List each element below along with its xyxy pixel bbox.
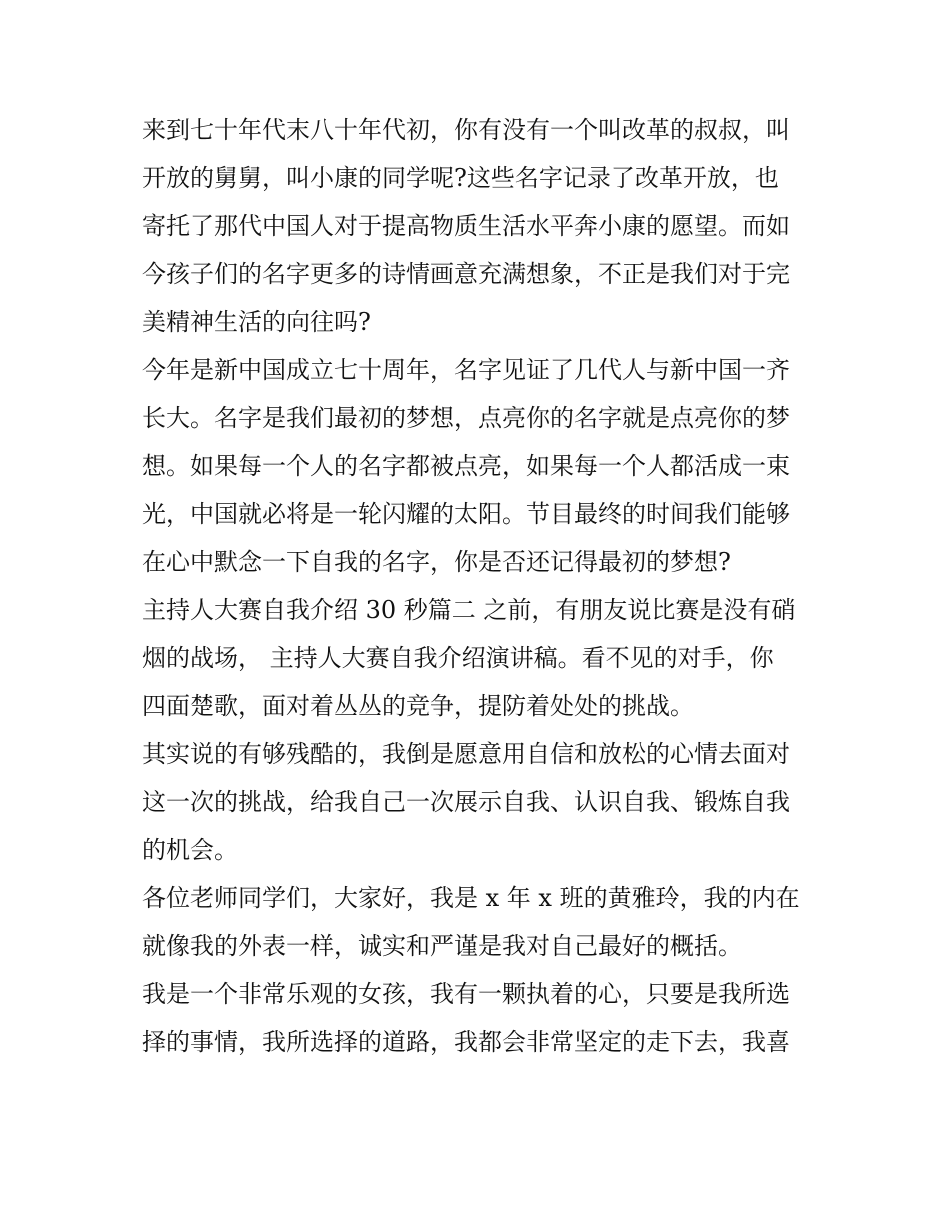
text-line: 今年是新中国成立七十周年，名字见证了几代人与新中国一齐 <box>142 356 790 384</box>
text-line: 的机会。 <box>142 836 238 864</box>
text-line: 美精神生活的向往吗? <box>142 308 371 336</box>
text-line: 开放的舅舅，叫小康的同学呢?这些名字记录了改革开放，也 <box>142 164 779 192</box>
text-line: 寄托了那代中国人对于提高物质生活水平奔小康的愿望。而如 <box>142 212 790 240</box>
text-line: 就像我的外表一样，诚实和严谨是我对自己最好的概括。 <box>142 932 742 960</box>
text-line: 今孩子们的名字更多的诗情画意充满想象，不正是我们对于完 <box>142 260 790 288</box>
text-line: 主持人大赛自我介绍 30 秒篇二 之前，有朋友说比赛是没有硝 <box>142 596 796 624</box>
text-line: 其实说的有够残酷的，我倒是愿意用自信和放松的心情去面对 <box>142 740 790 768</box>
text-line: 在心中默念一下自我的名字，你是否还记得最初的梦想? <box>142 548 731 576</box>
text-line: 择的事情，我所选择的道路，我都会非常坚定的走下去，我喜 <box>142 1028 790 1056</box>
text-line: 光，中国就必将是一轮闪耀的太阳。节目最终的时间我们能够 <box>142 500 790 528</box>
text-line: 四面楚歌，面对着丛丛的竞争，提防着处处的挑战。 <box>142 692 694 720</box>
text-line: 想。如果每一个人的名字都被点亮，如果每一个人都活成一束 <box>142 452 790 480</box>
text-line: 来到七十年代末八十年代初，你有没有一个叫改革的叔叔，叫 <box>142 116 790 144</box>
text-line: 烟的战场， 主持人大赛自我介绍演讲稿。看不见的对手，你 <box>142 644 774 672</box>
text-line: 长大。名字是我们最初的梦想，点亮你的名字就是点亮你的梦 <box>142 404 790 432</box>
text-line: 这一次的挑战，给我自己一次展示自我、认识自我、锻炼自我 <box>142 788 790 816</box>
text-line: 各位老师同学们，大家好，我是 x 年 x 班的黄雅玲，我的内在 <box>142 884 800 912</box>
document-body <box>142 106 822 1066</box>
text-line: 我是一个非常乐观的女孩，我有一颗执着的心，只要是我所选 <box>142 980 790 1008</box>
